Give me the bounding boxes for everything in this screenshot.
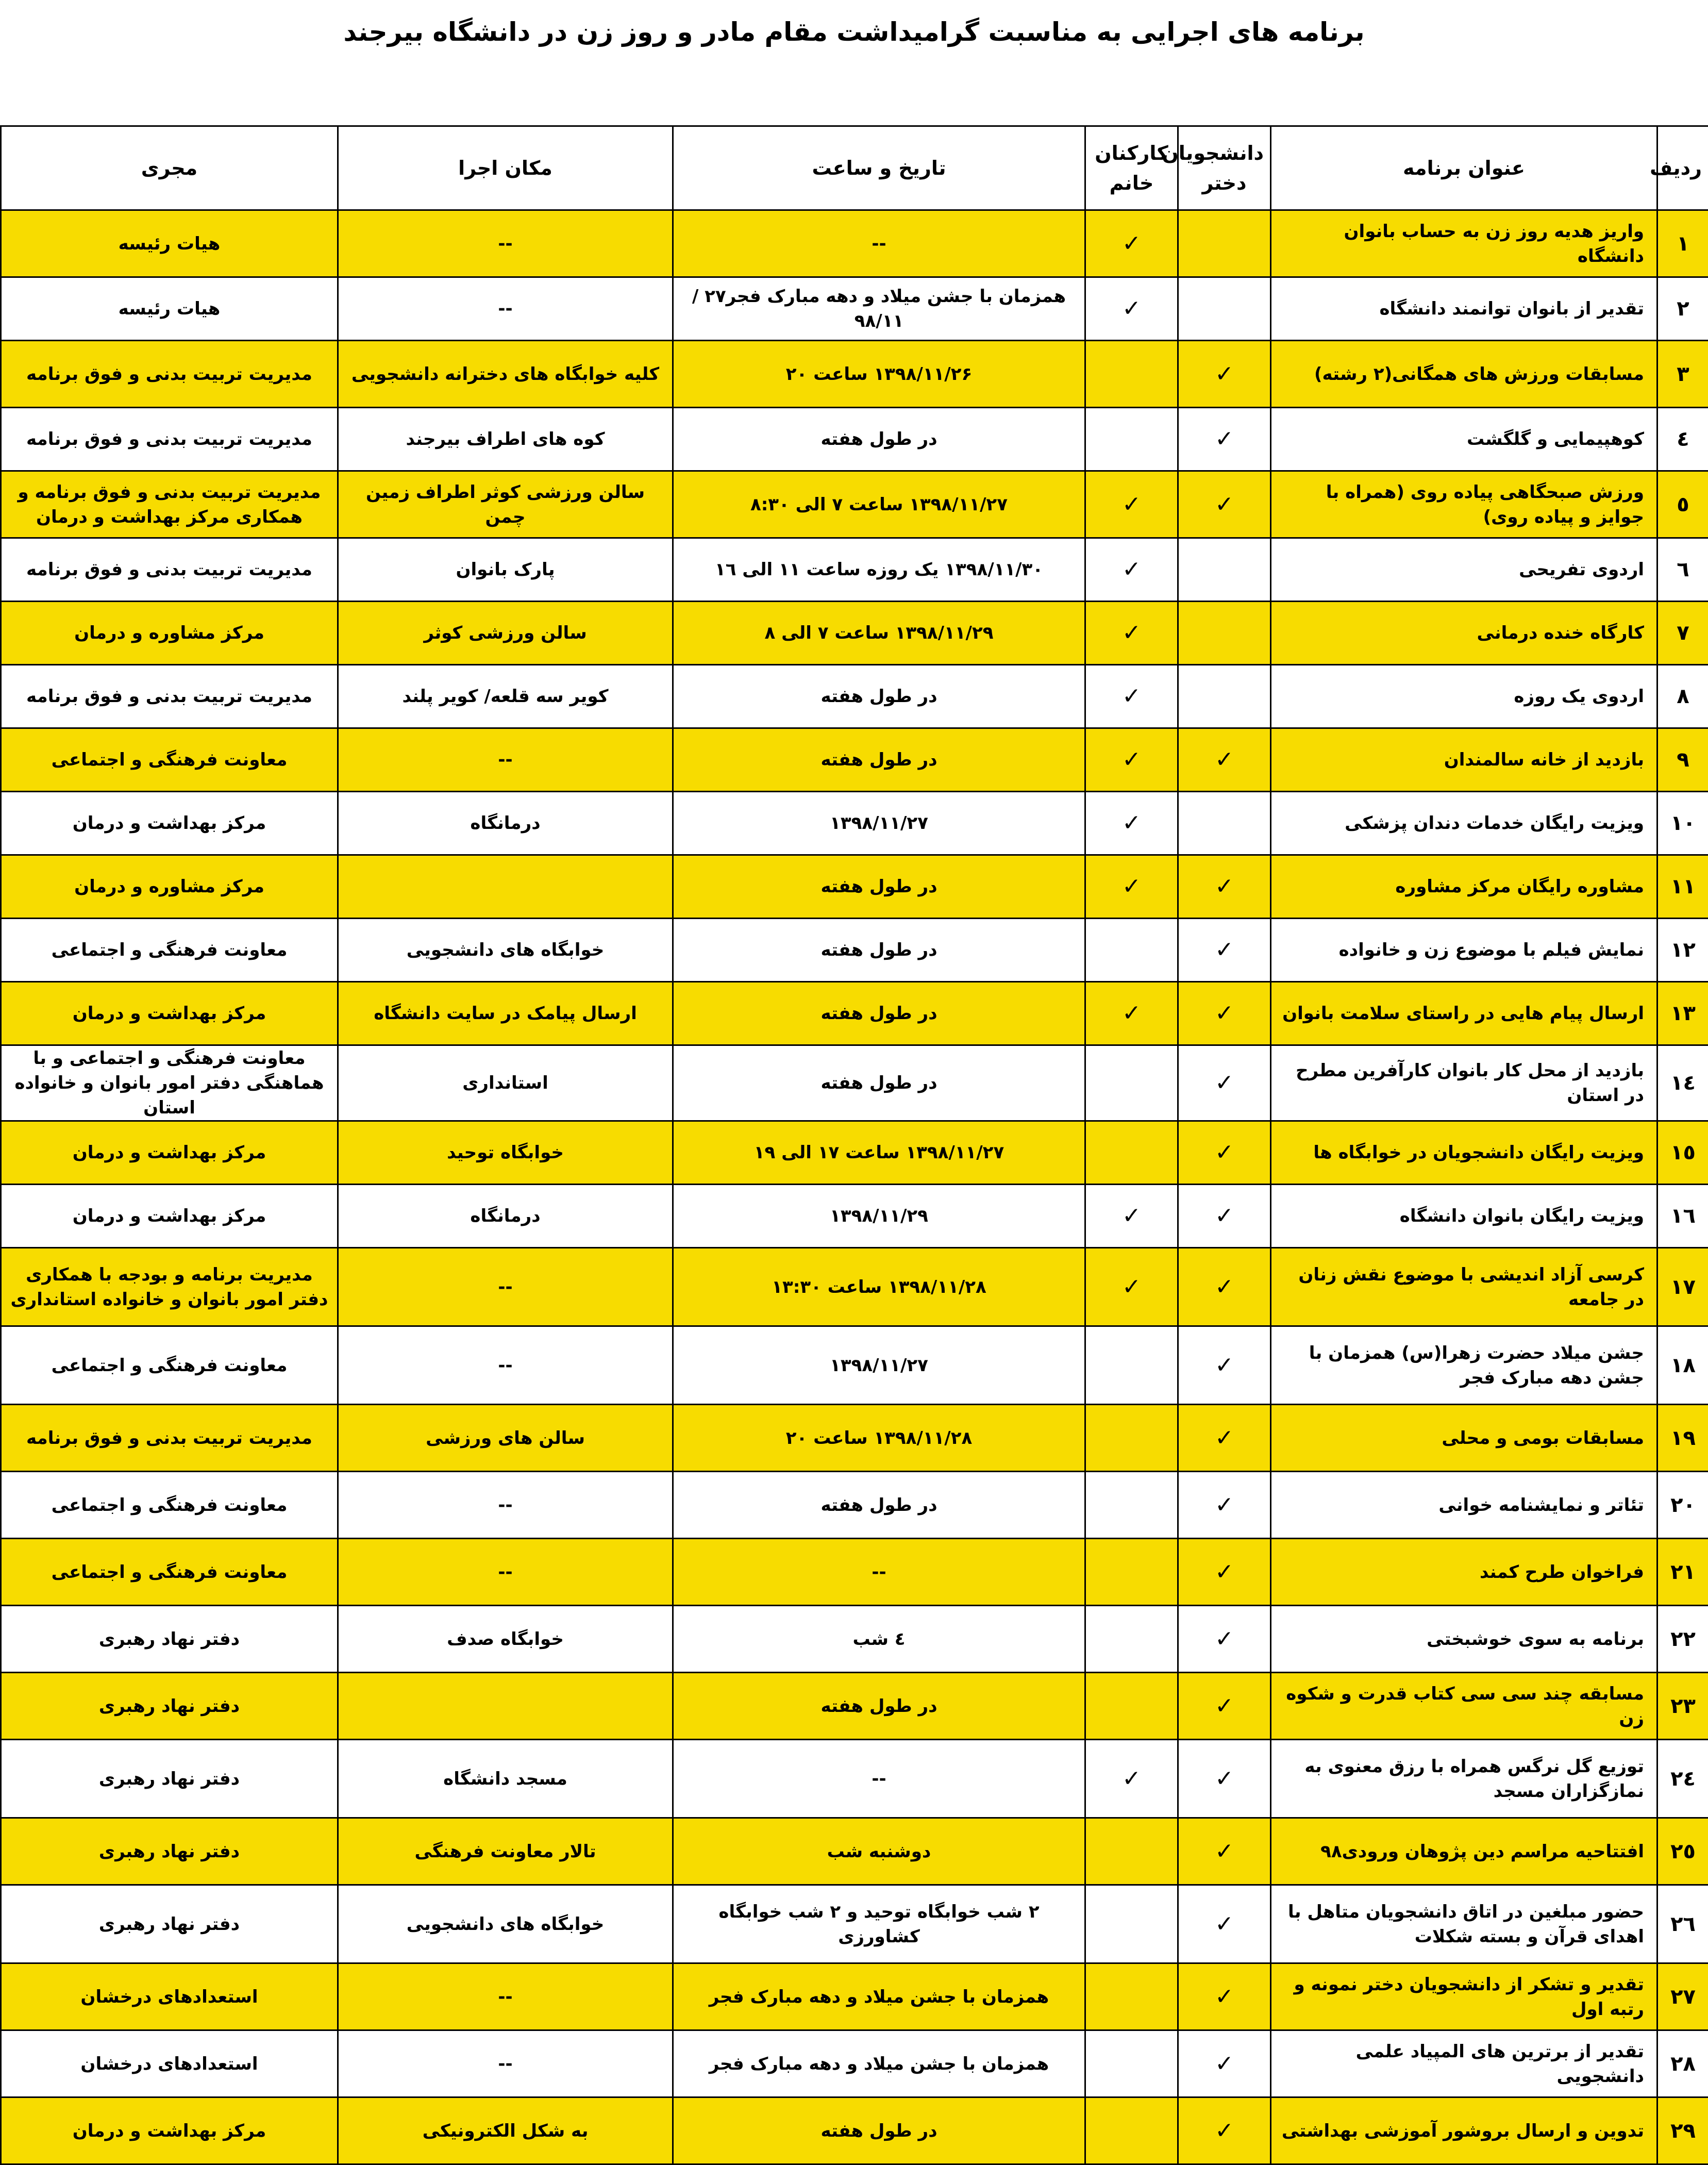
program-title-cell: کرسی آزاد اندیشی با موضوع نقش زنان در جامعه [1271,1248,1657,1326]
executor-cell: دفتر نهاد رهبری [1,1606,338,1673]
program-title-cell: اردوی یک روزه [1271,665,1657,728]
table-row [1,855,1708,919]
female-staff-check-cell: ✓ [1085,602,1178,665]
location-cell: تالار معاونت فرهنگی [338,1818,673,1885]
table-row [1,919,1708,982]
female-staff-check-cell: ✓ [1085,538,1178,602]
location-cell: -- [338,277,673,341]
table-row [1,471,1708,538]
table-row [1,1472,1708,1539]
row-number-cell: ۱٦ [1657,1185,1708,1248]
female-students-check-cell: ✓ [1178,1818,1271,1885]
program-title-cell: اردوی تفریحی [1271,538,1657,602]
header-program-title: عنوان برنامه [1271,126,1657,210]
female-students-check-cell: ✓ [1178,1185,1271,1248]
executor-cell: مدیریت تربیت بدنی و فوق برنامه و همکاری مرکز بهداشت و درمان [1,471,338,538]
female-staff-check-cell [1085,2030,1178,2097]
row-number-cell: ۲٦ [1657,1885,1708,1963]
table-row [1,538,1708,602]
date-time-cell: ٤ شب [673,1606,1085,1673]
location-cell: ارسال پیامک در سایت دانشگاه [338,982,673,1045]
executor-cell: مرکز بهداشت و درمان [1,2097,338,2164]
date-time-cell: در طول هفته [673,855,1085,919]
date-time-cell: در طول هفته [673,728,1085,792]
program-title-cell: ویزیت رایگان بانوان دانشگاه [1271,1185,1657,1248]
location-cell: سالن ورزشی کوثر [338,602,673,665]
date-time-cell: -- [673,210,1085,277]
date-time-cell: در طول هفته [673,1673,1085,1740]
female-staff-check-cell: ✓ [1085,665,1178,728]
row-number-cell: ۲۹ [1657,2097,1708,2164]
executor-cell: معاونت فرهنگی و اجتماعی [1,919,338,982]
location-cell: استانداری [338,1045,673,1121]
row-number-cell: ۲۸ [1657,2030,1708,2097]
location-cell: کویر سه قلعه/ کویر پلند [338,665,673,728]
date-time-cell: ۱۳۹۸/۱۱/۲۸ ساعت ۲۰ [673,1405,1085,1472]
header-date-time: تاریخ و ساعت [673,126,1085,210]
row-number-cell: ۱۷ [1657,1248,1708,1326]
table-row [1,210,1708,277]
executor-cell: معاونت فرهنگی و اجتماعی [1,1472,338,1539]
table-row [1,1539,1708,1606]
location-cell [338,855,673,919]
location-cell: کوه های اطراف بیرجند [338,408,673,471]
date-time-cell: ۱۳۹۸/۱۱/۲۸ ساعت ۱۳:۳۰ [673,1248,1085,1326]
row-number-cell: ۲۷ [1657,1963,1708,2030]
row-number-cell: ۱۱ [1657,855,1708,919]
table-row [1,792,1708,855]
program-title-cell: بازدید از محل کار بانوان کارآفرین مطرح در استان [1271,1045,1657,1121]
executor-cell: مرکز مشاوره و درمان [1,855,338,919]
table-row [1,1045,1708,1121]
female-staff-check-cell [1085,1121,1178,1185]
row-number-cell: ۹ [1657,728,1708,792]
table-row [1,982,1708,1045]
female-students-check-cell: ✓ [1178,1673,1271,1740]
date-time-cell: ۱۳۹۸/۱۱/۲۶ ساعت ۲۰ [673,341,1085,408]
executor-cell: هیات رئیسه [1,210,338,277]
row-number-cell: ۱۸ [1657,1326,1708,1405]
executor-cell: مدیریت تربیت بدنی و فوق برنامه [1,665,338,728]
date-time-cell: همزمان با جشن میلاد و دهه مبارک فجر۲۷ /۹۸/۱۱ [673,277,1085,341]
date-time-cell: دوشنبه شب [673,1818,1085,1885]
female-staff-check-cell [1085,1606,1178,1673]
table-row [1,1963,1708,2030]
executor-cell: معاونت فرهنگی و اجتماعی و با هماهنگی دفتر امور بانوان و خانواده استان [1,1045,338,1121]
row-number-cell: ۳ [1657,341,1708,408]
date-time-cell: ۱۳۹۸/۱۱/۲۹ ساعت ۷ الی ۸ [673,602,1085,665]
header-row-no: ردیف [1657,126,1708,210]
program-title-cell: جشن میلاد حضرت زهرا(س) همزمان با جشن دهه مبارک فجر [1271,1326,1657,1405]
executor-cell: مرکز مشاوره و درمان [1,602,338,665]
location-cell: خوابگاه های دانشجویی [338,919,673,982]
female-staff-check-cell [1085,1885,1178,1963]
female-staff-check-cell: ✓ [1085,728,1178,792]
date-time-cell: ۱۳۹۸/۱۱/۲۷ ساعت ۷ الی ۸:۳۰ [673,471,1085,538]
location-cell: -- [338,1963,673,2030]
row-number-cell: ۱٤ [1657,1045,1708,1121]
location-cell [338,1673,673,1740]
female-staff-check-cell [1085,1472,1178,1539]
female-students-check-cell: ✓ [1178,341,1271,408]
program-title-cell: نمایش فیلم با موضوع زن و خانواده [1271,919,1657,982]
table-row [1,2097,1708,2164]
female-students-check-cell: ✓ [1178,1740,1271,1818]
location-cell: کلیه خوابگاه های دخترانه دانشجویی [338,341,673,408]
female-students-check-cell: ✓ [1178,1472,1271,1539]
location-cell: درمانگاه [338,792,673,855]
program-title-cell: ویزیت رایگان دانشجویان در خوابگاه ها [1271,1121,1657,1185]
table-row [1,2030,1708,2097]
female-students-check-cell: ✓ [1178,1248,1271,1326]
row-number-cell: ۲۰ [1657,1472,1708,1539]
location-cell: سالن های ورزشی [338,1405,673,1472]
female-students-check-cell [1178,210,1271,277]
executor-cell: مرکز بهداشت و درمان [1,1185,338,1248]
female-students-check-cell [1178,277,1271,341]
location-cell: به شکل الکترونیکی [338,2097,673,2164]
program-title-cell: تقدیر و تشکر از دانشجویان دختر نمونه و رتبه اول [1271,1963,1657,2030]
row-number-cell: ۲ [1657,277,1708,341]
row-number-cell: ۲۲ [1657,1606,1708,1673]
program-title-cell: تدوین و ارسال بروشور آموزشی بهداشتی [1271,2097,1657,2164]
date-time-cell: در طول هفته [673,665,1085,728]
female-students-check-cell: ✓ [1178,1045,1271,1121]
female-staff-check-cell: ✓ [1085,277,1178,341]
date-time-cell: ۱۳۹۸/۱۱/۳۰ یک روزه ساعت ۱۱ الی ۱٦ [673,538,1085,602]
executor-cell: مدیریت برنامه و بودجه با همکاری دفتر امور بانوان و خانواده استانداری [1,1248,338,1326]
date-time-cell: -- [673,1740,1085,1818]
female-staff-check-cell: ✓ [1085,1740,1178,1818]
program-title-cell: فراخوان طرح کمند [1271,1539,1657,1606]
location-cell: -- [338,1472,673,1539]
executor-cell: استعدادهای درخشان [1,2030,338,2097]
female-students-check-cell: ✓ [1178,1606,1271,1673]
female-students-check-cell [1178,538,1271,602]
location-cell: -- [338,1248,673,1326]
executor-cell: معاونت فرهنگی و اجتماعی [1,1326,338,1405]
table-row [1,1121,1708,1185]
table-row [1,602,1708,665]
row-number-cell: ۲۱ [1657,1539,1708,1606]
table-row [1,1818,1708,1885]
executor-cell: دفتر نهاد رهبری [1,1673,338,1740]
executor-cell: مرکز بهداشت و درمان [1,982,338,1045]
program-title-cell: ارسال پیام هایی در راستای سلامت بانوان [1271,982,1657,1045]
date-time-cell: در طول هفته [673,1045,1085,1121]
program-title-cell: کارگاه خنده درمانی [1271,602,1657,665]
executor-cell: مدیریت تربیت بدنی و فوق برنامه [1,1405,338,1472]
header-location: مکان اجرا [338,126,673,210]
female-students-check-cell: ✓ [1178,982,1271,1045]
executor-cell: استعدادهای درخشان [1,1963,338,2030]
female-staff-check-cell [1085,1405,1178,1472]
date-time-cell: ۱۳۹۸/۱۱/۲۷ [673,1326,1085,1405]
location-cell: پارک بانوان [338,538,673,602]
female-students-check-cell: ✓ [1178,2030,1271,2097]
location-cell: -- [338,1326,673,1405]
table-row [1,1673,1708,1740]
female-students-check-cell: ✓ [1178,728,1271,792]
female-staff-check-cell [1085,408,1178,471]
female-students-check-cell [1178,602,1271,665]
table-row [1,1405,1708,1472]
location-cell: -- [338,210,673,277]
executor-cell: معاونت فرهنگی و اجتماعی [1,1539,338,1606]
location-cell: خوابگاه های دانشجویی [338,1885,673,1963]
female-students-check-cell: ✓ [1178,1885,1271,1963]
female-staff-check-cell: ✓ [1085,1185,1178,1248]
location-cell: خوابگاه صدف [338,1606,673,1673]
row-number-cell: ۱۰ [1657,792,1708,855]
date-time-cell: در طول هفته [673,982,1085,1045]
female-students-check-cell: ✓ [1178,1405,1271,1472]
location-cell: سالن ورزشی کوثر اطراف زمین چمن [338,471,673,538]
row-number-cell: ۱۲ [1657,919,1708,982]
date-time-cell: ۲ شب خوابگاه توحید و ۲ شب خوابگاه کشاورزی [673,1885,1085,1963]
female-staff-check-cell [1085,1963,1178,2030]
row-number-cell: ۲٤ [1657,1740,1708,1818]
program-title-cell: تئاتر و نمایشنامه خوانی [1271,1472,1657,1539]
female-staff-check-cell [1085,1045,1178,1121]
female-students-check-cell: ✓ [1178,1539,1271,1606]
female-students-check-cell [1178,665,1271,728]
female-staff-check-cell: ✓ [1085,792,1178,855]
program-title-cell: ویزیت رایگان خدمات دندان پزشکی [1271,792,1657,855]
date-time-cell: در طول هفته [673,1472,1085,1539]
date-time-cell: ۱۳۹۸/۱۱/۲۹ [673,1185,1085,1248]
program-title-cell: تقدیر از بانوان توانمند دانشگاه [1271,277,1657,341]
table-row [1,1740,1708,1818]
row-number-cell: ۷ [1657,602,1708,665]
female-students-check-cell: ✓ [1178,919,1271,982]
header-female-staff: کارکنان خانم [1085,126,1178,210]
executor-cell: دفتر نهاد رهبری [1,1740,338,1818]
location-cell: مسجد دانشگاه [338,1740,673,1818]
female-staff-check-cell: ✓ [1085,1248,1178,1326]
row-number-cell: ۲٥ [1657,1818,1708,1885]
female-staff-check-cell: ✓ [1085,210,1178,277]
program-title-cell: تقدیر از برترین های المپیاد علمی دانشجویی [1271,2030,1657,2097]
female-staff-check-cell: ✓ [1085,855,1178,919]
row-number-cell: ۱ [1657,210,1708,277]
program-title-cell: مسابقه چند سی سی کتاب قدرت و شکوه زن [1271,1673,1657,1740]
executor-cell: دفتر نهاد رهبری [1,1818,338,1885]
header-female-students: دانشجویان دختر [1178,126,1271,210]
row-number-cell: ۱۹ [1657,1405,1708,1472]
row-number-cell: ٦ [1657,538,1708,602]
program-title-cell: کوهپیمایی و گلگشت [1271,408,1657,471]
female-students-check-cell: ✓ [1178,471,1271,538]
executor-cell: هیات رئیسه [1,277,338,341]
program-title-cell: مسابقات ورزش های همگانی(۲ رشته) [1271,341,1657,408]
program-title-cell: مشاوره رایگان مرکز مشاوره [1271,855,1657,919]
table-row [1,1885,1708,1963]
date-time-cell: در طول هفته [673,919,1085,982]
location-cell: درمانگاه [338,1185,673,1248]
row-number-cell: ۸ [1657,665,1708,728]
table-header-row [1,126,1708,210]
table-row [1,277,1708,341]
program-table [0,125,1708,2165]
female-staff-check-cell [1085,919,1178,982]
table-body [1,210,1708,2164]
female-staff-check-cell [1085,1818,1178,1885]
table-row [1,408,1708,471]
program-title-cell: افتتاحیه مراسم دین پژوهان ورودی۹۸ [1271,1818,1657,1885]
location-cell: خوابگاه توحید [338,1121,673,1185]
table-row [1,665,1708,728]
date-time-cell: در طول هفته [673,408,1085,471]
row-number-cell: ٤ [1657,408,1708,471]
female-students-check-cell: ✓ [1178,1121,1271,1185]
table-row [1,1326,1708,1405]
female-staff-check-cell: ✓ [1085,982,1178,1045]
female-staff-check-cell [1085,1326,1178,1405]
table-row [1,728,1708,792]
table-row [1,1606,1708,1673]
document-title: برنامه های اجرایی به مناسبت گرامیداشت مقام مادر و روز زن در دانشگاه بیرجند [0,11,1708,53]
female-staff-check-cell [1085,341,1178,408]
executor-cell: مرکز بهداشت و درمان [1,1121,338,1185]
row-number-cell: ۲۳ [1657,1673,1708,1740]
location-cell: -- [338,1539,673,1606]
location-cell: -- [338,728,673,792]
header-executor: مجری [1,126,338,210]
program-title-cell: برنامه به سوی خوشبختی [1271,1606,1657,1673]
female-students-check-cell: ✓ [1178,408,1271,471]
program-title-cell: بازدید از خانه سالمندان [1271,728,1657,792]
female-students-check-cell: ✓ [1178,855,1271,919]
female-staff-check-cell [1085,1673,1178,1740]
female-staff-check-cell [1085,1539,1178,1606]
female-students-check-cell [1178,792,1271,855]
row-number-cell: ۱٥ [1657,1121,1708,1185]
executor-cell: مرکز بهداشت و درمان [1,792,338,855]
program-title-cell: ورزش صبحگاهی پیاده روی (همراه با جوایز و پیاده روی) [1271,471,1657,538]
date-time-cell: -- [673,1539,1085,1606]
location-cell: -- [338,2030,673,2097]
female-staff-check-cell [1085,2097,1178,2164]
date-time-cell: همزمان با جشن میلاد و دهه مبارک فجر [673,2030,1085,2097]
date-time-cell: ۱۳۹۸/۱۱/۲۷ [673,792,1085,855]
executor-cell: معاونت فرهنگی و اجتماعی [1,728,338,792]
date-time-cell: ۱۳۹۸/۱۱/۲۷ ساعت ۱۷ الی ۱۹ [673,1121,1085,1185]
date-time-cell: در طول هفته [673,2097,1085,2164]
female-staff-check-cell: ✓ [1085,471,1178,538]
female-students-check-cell: ✓ [1178,1326,1271,1405]
date-time-cell: همزمان با جشن میلاد و دهه مبارک فجر [673,1963,1085,2030]
table-row [1,341,1708,408]
executor-cell: مدیریت تربیت بدنی و فوق برنامه [1,341,338,408]
table-row [1,1248,1708,1326]
program-title-cell: توزیع گل نرگس همراه با رزق معنوی به نمازگزاران مسجد [1271,1740,1657,1818]
executor-cell: مدیریت تربیت بدنی و فوق برنامه [1,538,338,602]
table-row [1,1185,1708,1248]
female-students-check-cell: ✓ [1178,1963,1271,2030]
executor-cell: مدیریت تربیت بدنی و فوق برنامه [1,408,338,471]
female-students-check-cell: ✓ [1178,2097,1271,2164]
executor-cell: دفتر نهاد رهبری [1,1885,338,1963]
row-number-cell: ٥ [1657,471,1708,538]
program-title-cell: واریز هدیه روز زن به حساب بانوان دانشگاه [1271,210,1657,277]
row-number-cell: ۱۳ [1657,982,1708,1045]
program-title-cell: حضور مبلغین در اتاق دانشجویان متاهل با اهدای قرآن و بسته شکلات [1271,1885,1657,1963]
program-title-cell: مسابقات بومی و محلی [1271,1405,1657,1472]
